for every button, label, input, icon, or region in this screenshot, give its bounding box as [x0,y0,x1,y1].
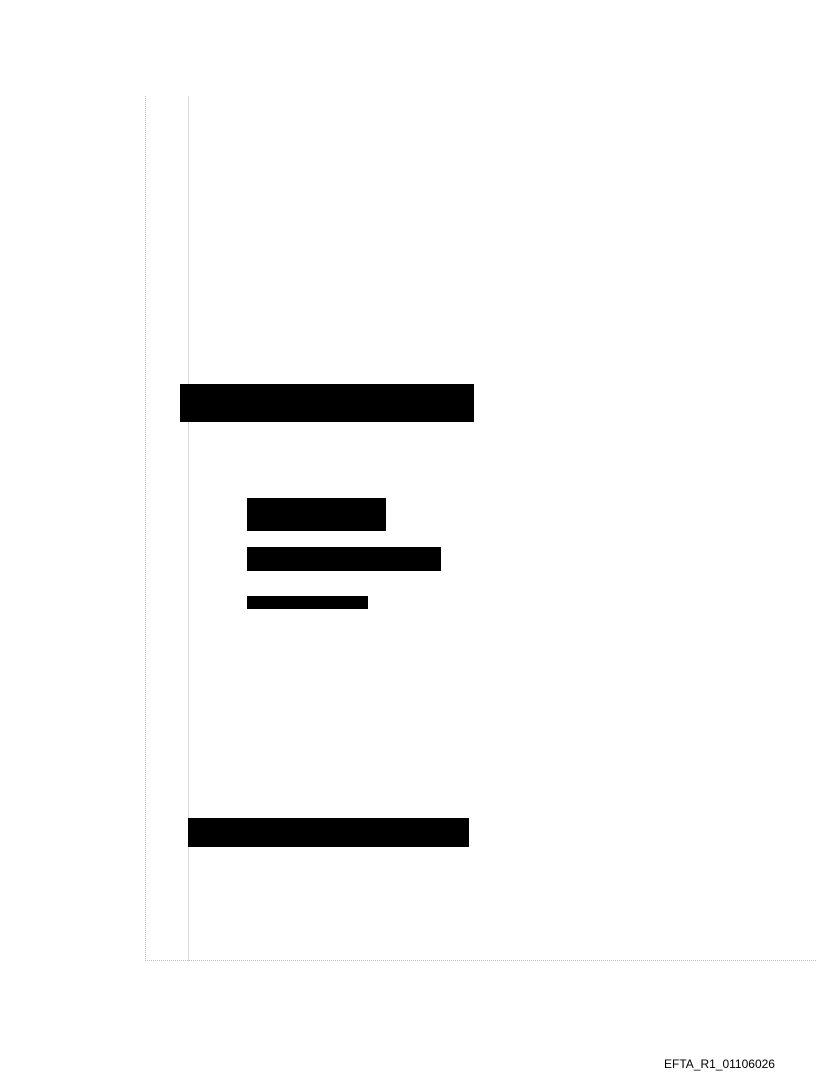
redaction-box [180,384,474,422]
document-id: EFTA_R1_01106026 [664,1057,775,1071]
redaction-box [188,818,469,847]
redaction-box [247,596,368,609]
redaction-box [247,547,441,571]
redaction-box [247,498,386,531]
